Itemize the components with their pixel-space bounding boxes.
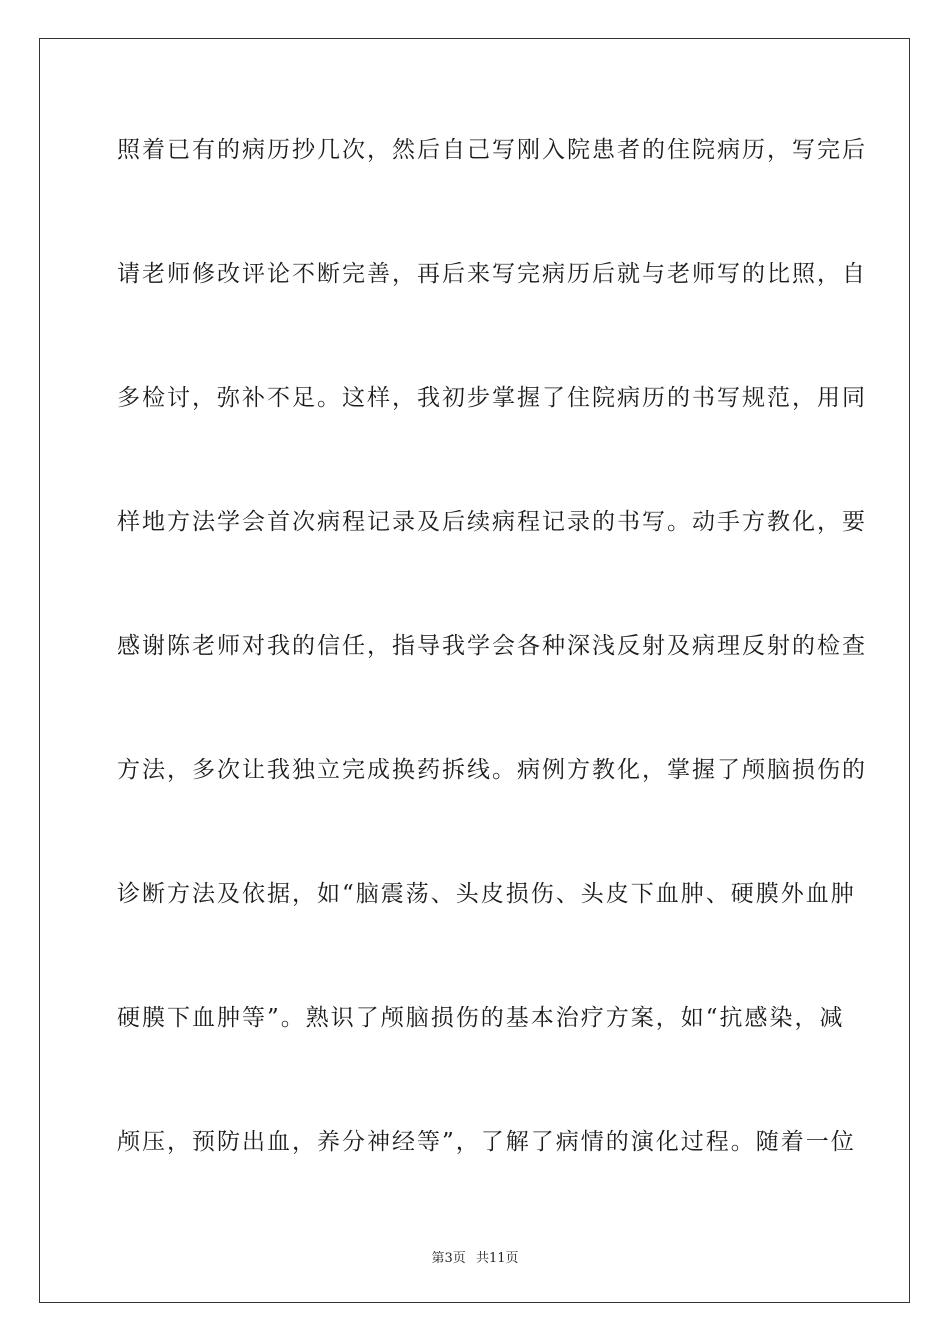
text-line-8: 硬膜下血肿等”。熟识了颅脑损伤的基本治疗方案，如“抗感染，减 <box>117 1005 845 1031</box>
page-footer <box>0 1247 950 1266</box>
page-number: 第3页 <box>431 1251 466 1266</box>
text-line-4: 样地方法学会首次病程记录及后续病程记录的书写。动手方教化，要 <box>117 509 867 535</box>
text-line-3: 多检讨，弥补不足。这样，我初步掌握了住院病历的书写规范，用同 <box>117 385 867 411</box>
text-line-5: 感谢陈老师对我的信任，指导我学会各种深浅反射及病理反射的检查 <box>117 633 867 659</box>
text-line-6: 方法，多次让我独立完成换药拆线。病例方教化，掌握了颅脑损伤的 <box>117 757 867 783</box>
text-line-9: 颅压，预防出血，养分神经等”，了解了病情的演化过程。随着一位 <box>117 1129 856 1155</box>
text-line-2: 请老师修改评论不断完善，再后来写完病历后就与老师写的比照，自 <box>117 261 867 287</box>
text-line-1: 照着已有的病历抄几次，然后自己写刚入院患者的住院病历，写完后 <box>117 137 867 163</box>
page-total: 共11页 <box>475 1251 519 1266</box>
text-line-7: 诊断方法及依据，如“脑震荡、头皮损伤、头皮下血肿、硬膜外血肿 <box>117 881 856 907</box>
document-body <box>117 120 867 1236</box>
